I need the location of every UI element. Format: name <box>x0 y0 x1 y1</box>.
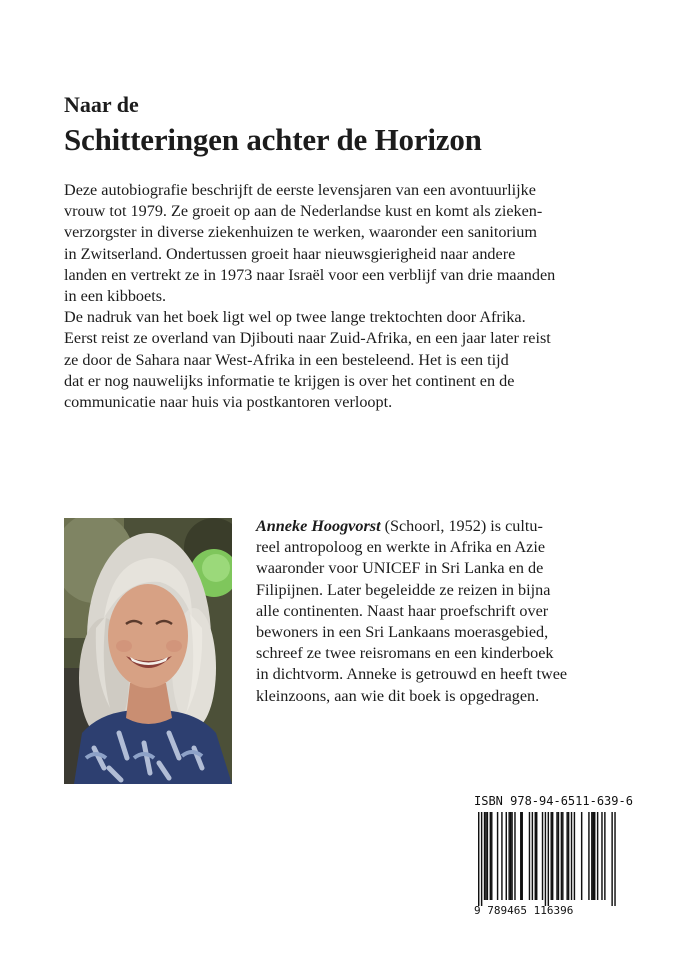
barcode-bar <box>501 812 502 900</box>
barcode-bar <box>574 812 575 900</box>
barcode-bar <box>562 812 563 900</box>
barcode-bar <box>566 812 567 900</box>
barcode-bar <box>601 812 602 900</box>
barcode-bar <box>487 812 488 900</box>
bio-line: waaronder voor UNICEF in Sri Lanka en de <box>256 559 544 578</box>
bio-line: alle continenten. Naast haar proefschrift over <box>256 601 549 620</box>
barcode-bar <box>536 812 537 900</box>
description-line: in Zwitserland. Ondertussen groeit haar nieuwsgierigheid naar andere <box>64 244 516 263</box>
barcode-bar <box>490 812 491 900</box>
barcode-bar <box>604 812 605 900</box>
bio-line: in dichtvorm. Anneke is getrouwd en heeft twee <box>256 665 568 684</box>
barcode-bar <box>520 812 521 900</box>
barcode-bar <box>593 812 594 900</box>
barcode-bar <box>614 812 615 906</box>
description-line: verzorgster in diverse ziekenhuizen te werken, waaronder een sanitorium <box>64 223 537 242</box>
barcode-bar <box>556 812 557 900</box>
barcode-bar <box>529 812 530 900</box>
description-line: vrouw tot 1979. Ze groeit op aan de Nederlandse kust en komt als zieken- <box>64 202 543 221</box>
description-line: landen en vertrekt ze in 1973 naar Israël voor een verblijf van drie maanden <box>64 265 556 284</box>
barcode-bar <box>594 812 595 900</box>
description-line: in een kibboets. <box>64 287 167 306</box>
barcode-bar <box>548 812 549 906</box>
barcode-bar <box>478 812 479 906</box>
barcode-bar <box>508 812 509 900</box>
barcode-bar <box>506 812 507 900</box>
barcode-bar <box>571 812 572 900</box>
barcode-bar <box>545 812 546 906</box>
bio-line: reel antropoloog en werkte in Afrika en Azie <box>256 538 546 557</box>
barcode-bars <box>470 790 633 920</box>
description-line: ze door de Sahara naar West-Afrika in een besteleend. Het is een tijd <box>64 350 509 369</box>
description-line: communicatie naar huis via postkantoren verloopt. <box>64 393 393 412</box>
bio-line: (Schoorl, 1952) is cultu- <box>380 517 543 535</box>
description-line: Deze autobiografie beschrijft de eerste levensjaren van een avontuurlijke <box>64 181 536 199</box>
barcode-digits: 9 789465 116396 <box>474 904 574 917</box>
barcode-bar <box>484 812 485 900</box>
barcode-bar <box>561 812 562 900</box>
barcode-bar <box>597 812 598 900</box>
barcode-bar <box>558 812 559 900</box>
barcode-bar <box>542 812 543 900</box>
barcode-bar <box>511 812 512 900</box>
isbn-barcode <box>470 790 633 920</box>
barcode-bar <box>568 812 569 900</box>
barcode-bar <box>591 812 592 900</box>
barcode-bar <box>522 812 523 900</box>
barcode-bar <box>532 812 533 900</box>
bio-line: schreef ze twee reisromans en een kinderboek <box>256 644 554 663</box>
barcode-bar <box>485 812 486 900</box>
barcode-bar <box>588 812 589 900</box>
description-line: dat er nog nauwelijks informatie te krijgen is over het continent en de <box>64 371 515 390</box>
author-bio <box>256 516 636 707</box>
bio-first-line <box>256 516 636 537</box>
book-title: Schitteringen achter de Horizon <box>64 122 482 157</box>
author-photo <box>64 518 232 784</box>
book-description <box>64 180 624 413</box>
description-line: Eerst reist ze overland van Djibouti naar Zuid-Afrika, en een jaar later reist <box>64 329 551 348</box>
description-line: De nadruk van het boek ligt wel op twee lange trektochten door Afrika. <box>64 308 526 327</box>
barcode-bar <box>514 812 515 900</box>
bio-line: bewoners in een Sri Lankaans moerasgebied, <box>256 623 549 642</box>
barcode-bar <box>497 812 498 900</box>
title-prefix: Naar de <box>64 92 139 117</box>
barcode-bar <box>491 812 492 900</box>
bio-line: Filipijnen. Later begeleidde ze reizen in bijna <box>256 580 551 599</box>
barcode-bar <box>552 812 553 900</box>
barcode-bar <box>611 812 612 906</box>
barcode-bar <box>581 812 582 900</box>
bio-line: kleinzoons, aan wie dit boek is opgedragen. <box>256 686 540 705</box>
isbn-label: ISBN 978-94-6511-639-6 <box>474 794 633 808</box>
author-name: Anneke Hoogvorst <box>256 517 381 535</box>
barcode-bar <box>481 812 482 906</box>
barcode-bar <box>551 812 552 900</box>
barcode-bar <box>510 812 511 900</box>
barcode-bar <box>535 812 536 900</box>
